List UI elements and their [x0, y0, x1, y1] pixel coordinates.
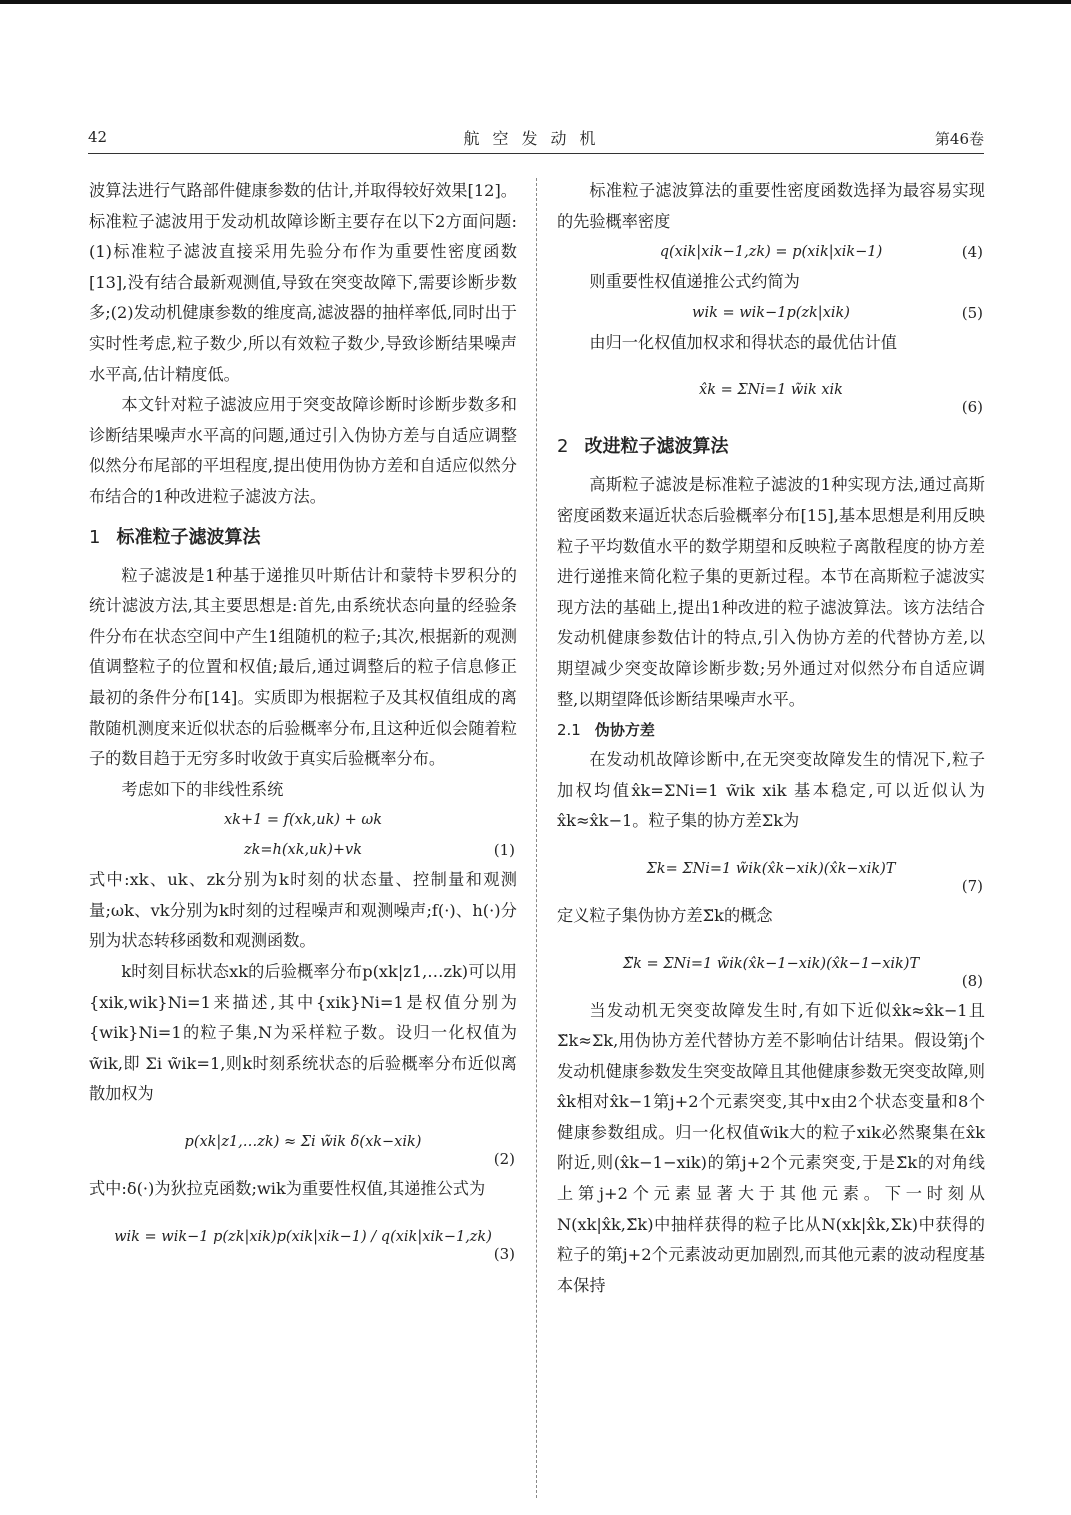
paragraph: 在发动机故障诊断中,在无突变故障发生的情况下,粒子加权均值x̂k=ΣNi=1 w̃ik xik 基本稳定,可以近似认为x̂k≈x̂k−1。粒子集的协方差Σk为 [557, 750, 985, 831]
equation-body: q(xik|xik−1,zk) = p(xik|xik−1) [659, 244, 883, 261]
paragraph: 式中:xk、uk、zk分别为k时刻的状态量、控制量和观测量;ωk、vk分别为k时刻的过程噪声和观测噪声;f(·)、h(·)分别为状态转移函数和观测函数。 [89, 870, 517, 951]
equation [89, 835, 517, 865]
paragraph: 由归一化权值加权求和得状态的最优估计值 [589, 332, 897, 352]
equation [89, 1110, 517, 1174]
subsection-title: 伪协方差 [594, 721, 655, 740]
equation-number: (3) [493, 1244, 515, 1263]
paragraph: 粒子滤波是1种基于递推贝叶斯估计和蒙特卡罗积分的统计滤波方法,其主要思想是:首先,由系统状态向量的经验条件分布在状态空间中产生1组随机的粒子;其次,根据新的观测值调整粒子的位置和权值;最后,通过调整后的粒子信息修正最初的条件分布[14]。实质即为根据粒子及其权值组成的离散随机测度来近似状态的后验概率分布,且这种近似会随着粒子的数目趋于无穷多时收敛于真实后验概率分布。 [89, 565, 517, 769]
header-rule [88, 153, 984, 154]
equation [89, 805, 517, 835]
page-header [88, 126, 984, 154]
paragraph: k时刻目标状态xk的后验概率分布p(xk|z1,…zk)可以用{xik,wik}Ni=1来描述,其中{xik}Ni=1是权值分别为{wik}Ni=1的粒子集,N为采样粒子数。设归一化权值为w̃ik,即 Σi w̃ik=1,则k时刻系统状态的后验概率分布近似离散加权为 [89, 962, 517, 1104]
subsection-heading [557, 715, 985, 745]
paragraph: 则重要性权值递推公式约简为 [589, 272, 800, 292]
equation-number: (5) [961, 303, 983, 322]
equation [89, 1205, 517, 1269]
paragraph: 定义粒子集伪协方差Σ̃k的概念 [557, 905, 773, 925]
equation-number: (1) [493, 841, 515, 860]
equation-body: Σk= ΣNi=1 w̃ik(x̂k−xik)(x̂k−xik)T [646, 860, 896, 877]
equation-number: (6) [961, 398, 983, 417]
equation-number: (2) [493, 1150, 515, 1169]
top-border-line [0, 0, 1071, 4]
paragraph: 高斯粒子滤波是标准粒子滤波的1种实现方法,通过高斯密度函数来逼近状态后验概率分布[15],基本思想是利用反映粒子平均数值水平的数学期望和反映粒子离散程度的协方差进行递推来简化粒子集的更新过程。本节在高斯粒子滤波实现方法的基础上,提出1种改进的粒子滤波算法。该方法结合发动机健康参数估计的特点,引入伪协方差的代替协方差,以期望减少突变故障诊断步数;另外通过对似然分布自适应调整,以期望降低诊断结果噪声水平。 [557, 475, 985, 709]
paragraph: 波算法进行气路部件健康参数的估计,并取得较好效果[12]。标准粒子滤波用于发动机故障诊断主要存在以下2方面问题:(1)标准粒子滤波直接采用先验分布作为重要性密度函数[13],没有结合最新观测值,导致在突变故障下,需要诊断步数多;(2)发动机健康参数的维度高,滤波器的抽样率低,同时出于实时性考虑,粒子数少,所以有效粒子数少,导致诊断结果噪声水平高,估计精度低。 [89, 181, 517, 384]
section-number: 1 [89, 526, 101, 548]
equation-body: xk+1 = f(xk,uk) + ωk [223, 812, 383, 829]
equation [557, 358, 985, 422]
section-heading [557, 432, 985, 462]
equation-number: (7) [961, 876, 983, 895]
equation [557, 237, 985, 267]
right-column [557, 176, 985, 1301]
equation [557, 298, 985, 328]
equation-body: p(xk|z1,…zk) ≈ Σi w̃ik δ(xk−xik) [184, 1134, 422, 1151]
equation-number: (8) [961, 971, 983, 990]
paragraph: 本文针对粒子滤波应用于突变故障诊断时诊断步数多和诊断结果噪声水平高的问题,通过引入伪协方差与自适应调整似然分布尾部的平坦程度,提出使用伪协方差和自适应似然分布结合的1种改进粒子滤波方法。 [89, 395, 517, 506]
section-title: 标准粒子滤波算法 [116, 526, 261, 548]
equation [557, 837, 985, 901]
equation-body: wik = wik−1p(zk|xik) [692, 304, 850, 321]
journal-title: 航空发动机 [463, 129, 609, 148]
page-number: 42 [88, 128, 108, 146]
paragraph: 考虑如下的非线性系统 [121, 779, 284, 799]
paragraph: 当发动机无突变故障发生时,有如下近似x̂k≈x̂k−1且Σ̃k≈Σk,用伪协方差代替协方差不影响估计结果。假设第j个发动机健康参数发生突变故障且其他健康参数无突变故障,则x̂k相对x̂k−1第j+2个元素突变,其中x由2个状态变量和8个健康参数组成。归一化权值w̃ik大的粒子xik必然聚集在x̂k附近,则(x̂k−1−xik)的第j+2个元素突变,于是Σ̃k的对角线上第j+2个元素显著大于其他元素。下一时刻从N(xk|x̂k,Σ̃k)中抽样获得的粒子比从N(xk|x̂k,Σk)中获得的粒子的第j+2个元素波动更加剧烈,而其他元素的波动程度基本保持 [557, 1000, 985, 1295]
subsection-number: 2.1 [557, 721, 581, 740]
equation-body: x̂k = ΣNi=1 w̃ik xik [699, 382, 843, 399]
section-number: 2 [557, 436, 569, 458]
column-divider [536, 178, 537, 1498]
equation-body: zk=h(xk,uk)+vk [243, 842, 363, 859]
equation [557, 932, 985, 996]
equation-body: Σ̃k = ΣNi=1 w̃ik(x̂k−1−xik)(x̂k−1−xik)T [622, 955, 920, 972]
equation-body: wik = wik−1 p(zk|xik)p(xik|xik−1) / q(xik|xik−1,zk) [114, 1228, 492, 1245]
paragraph: 式中:δ(·)为狄拉克函数;wik为重要性权值,其递推公式为 [89, 1179, 486, 1199]
paragraph: 标准粒子滤波算法的重要性密度函数选择为最容易实现的先验概率密度 [557, 181, 985, 231]
volume-label: 第46卷 [934, 130, 984, 148]
equation-number: (4) [961, 243, 983, 262]
section-title: 改进粒子滤波算法 [584, 436, 729, 458]
section-heading [89, 523, 517, 553]
left-column [89, 176, 517, 1269]
